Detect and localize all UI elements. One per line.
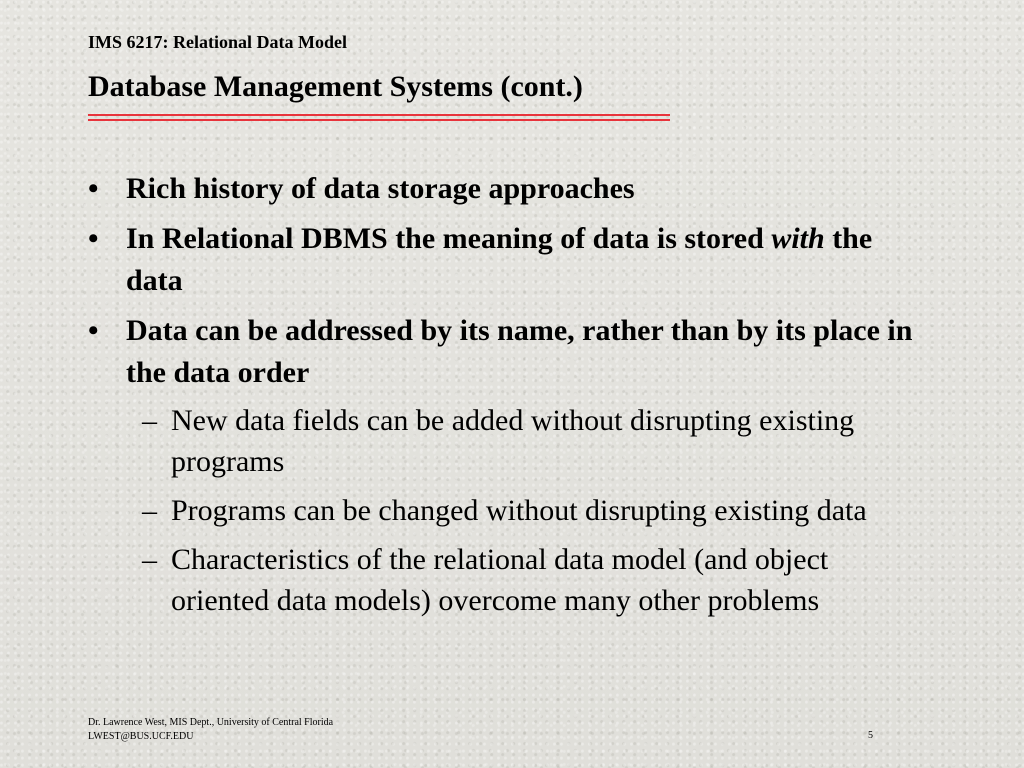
footer-credits [88, 716, 333, 744]
bullet-mark: • [88, 314, 99, 347]
sub-bullet-text: Programs can be changed without disrupting existing data [171, 494, 867, 527]
sub-bullet-item [126, 490, 928, 531]
bullet-item [88, 218, 928, 302]
bullet-text: Rich history of data storage approaches [126, 172, 635, 205]
bullet-text: the data [126, 222, 873, 297]
page-number: 5 [868, 730, 873, 741]
dash-mark: – [142, 494, 157, 527]
bullet-item [88, 310, 928, 621]
title-underline-bottom [88, 119, 670, 121]
bullet-emphasis: with [771, 222, 825, 255]
footer-email: LWEST@BUS.UCF.EDU [88, 731, 194, 742]
bullet-text: Data can be addressed by its name, rather than by its place in the data order [126, 314, 913, 389]
title-underline-top [88, 114, 670, 116]
sub-bullet-item [126, 400, 928, 482]
sub-bullet-item [126, 539, 928, 621]
dash-mark: – [142, 543, 157, 576]
sub-bullet-text: New data fields can be added without disrupting existing programs [171, 404, 855, 478]
bullet-list [88, 168, 928, 629]
title-underline [88, 114, 670, 123]
bullet-item [88, 168, 928, 210]
slide-title: Database Management Systems (cont.) [88, 70, 583, 103]
dash-mark: – [142, 404, 157, 437]
course-header: IMS 6217: Relational Data Model [88, 32, 347, 52]
sub-bullet-text: Characteristics of the relational data model (and object oriented data models) overcome many other problems [171, 543, 829, 617]
bullet-text: In Relational DBMS the meaning of data is stored [126, 222, 772, 255]
sub-bullet-list [126, 400, 928, 621]
bullet-mark: • [88, 222, 99, 255]
bullet-mark: • [88, 172, 99, 205]
footer-author: Dr. Lawrence West, MIS Dept., University of Central Florida [88, 717, 334, 728]
